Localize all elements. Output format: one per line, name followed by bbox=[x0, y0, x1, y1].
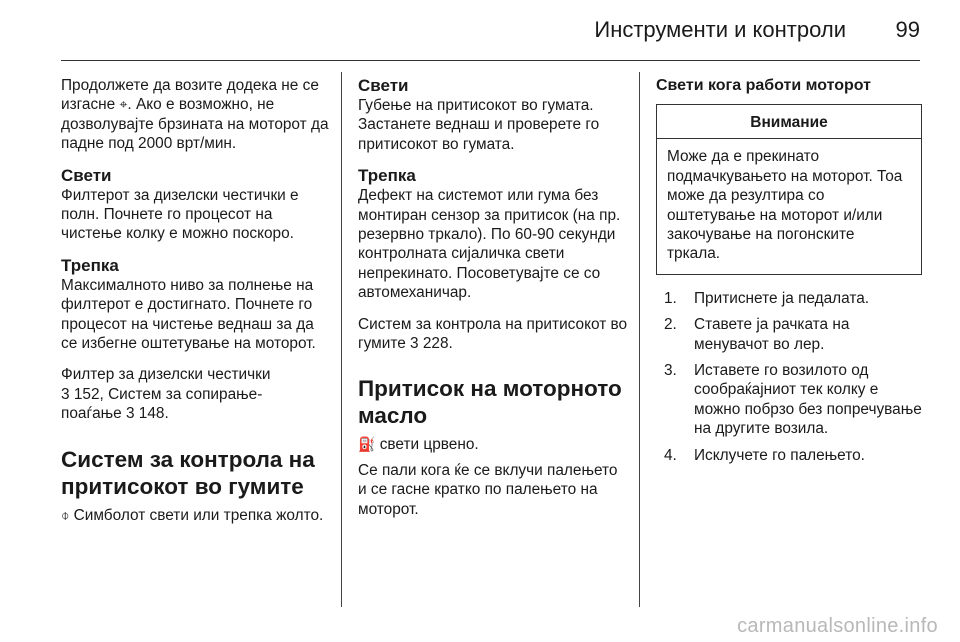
trepka-text-2: Дефект на системот или гума без монтиран сензор за притисок (на пр. резервно тркало). По 60-90 секунди контролната сијаличка свети непрекинато. Посоветувајте се со автомеханичар. bbox=[358, 187, 621, 302]
page-number: 99 bbox=[895, 17, 920, 42]
list-item: 4. Исклучете го палењето. bbox=[664, 446, 865, 464]
column-1 bbox=[61, 76, 333, 537]
sveti-text: Филтерот за дизелски честички е полн. Почнете го процесот на чистење колку е можно поскоро. bbox=[61, 186, 299, 243]
column-divider-1 bbox=[341, 72, 342, 607]
trepka-heading: Трепка bbox=[61, 255, 119, 275]
oil-pressure-heading: Притисок на моторното масло bbox=[358, 376, 622, 429]
trepka-text: Максималното ниво за полнење на филтерот е достигнато. Почнете го процесот на чистење веднаш за да се избегне оштетување на моторот. bbox=[61, 276, 316, 353]
page-title: Инструменти и контроли bbox=[594, 17, 846, 42]
list-item: 3. Иставете го возилото од сообраќајниот тек колку е можно побрзо без попречување на другите возила. bbox=[664, 362, 922, 438]
tire-pressure-heading: Систем за контрола на притисокот во гумите bbox=[61, 446, 315, 499]
tire-reference: Систем за контрола на притисокот во гумите 3 228. bbox=[358, 315, 628, 353]
warning-box bbox=[656, 104, 922, 275]
list-item: 1. Притиснете ја педалата. bbox=[664, 289, 870, 307]
sveti-heading-2: Свети bbox=[358, 76, 409, 95]
oil-status-line: ⛽ свети црвено. bbox=[358, 436, 479, 454]
steps-list bbox=[656, 289, 922, 465]
tire-pressure-text: ⌽ Симболот свети или трепка жолто. bbox=[61, 506, 324, 524]
engine-running-heading: Свети кога работи моторот bbox=[656, 77, 871, 94]
column-2 bbox=[358, 76, 630, 531]
warning-title: Внимание bbox=[657, 105, 921, 139]
watermark: carmanualsonline.info bbox=[737, 615, 938, 637]
dpf-warning-icon: ⌖ bbox=[119, 96, 128, 113]
list-item: 2. Ставете ја рачката на менувачот во лер. bbox=[664, 316, 850, 353]
column-divider-2 bbox=[639, 72, 640, 607]
oil-pressure-text: Се пали кога ќе се вклучи палењето и се гасне кратко по палењето на моторот. bbox=[358, 461, 618, 518]
cross-reference: Филтер за дизелски честички 3 152, Систем за сопирање- поаѓање 3 148. bbox=[61, 366, 271, 423]
intro-paragraph: Продолжете да возите додека не се изгасне ⌖. Ако е возможно, не дозволувајте брзината на моторот да падне под 2000 врт/мин. bbox=[61, 77, 329, 153]
sveti-text-2: Губење на притисокот во гумата. Застанете веднаш и проверете го притисокот во гумата. bbox=[358, 97, 600, 153]
header-divider bbox=[61, 60, 920, 61]
trepka-heading-2: Трепка bbox=[358, 166, 416, 186]
page-header bbox=[0, 0, 960, 60]
sveti-heading: Свети bbox=[61, 165, 112, 185]
tire-pressure-icon: ⌽ bbox=[61, 506, 70, 523]
column-3 bbox=[656, 76, 922, 472]
warning-text: Може да е прекинато подмачкувањето на моторот. Тоа може да резултира со оштетување на моторот и/или закочување на погонските тркала. bbox=[667, 148, 903, 263]
oil-can-icon: ⛽ bbox=[358, 436, 376, 453]
